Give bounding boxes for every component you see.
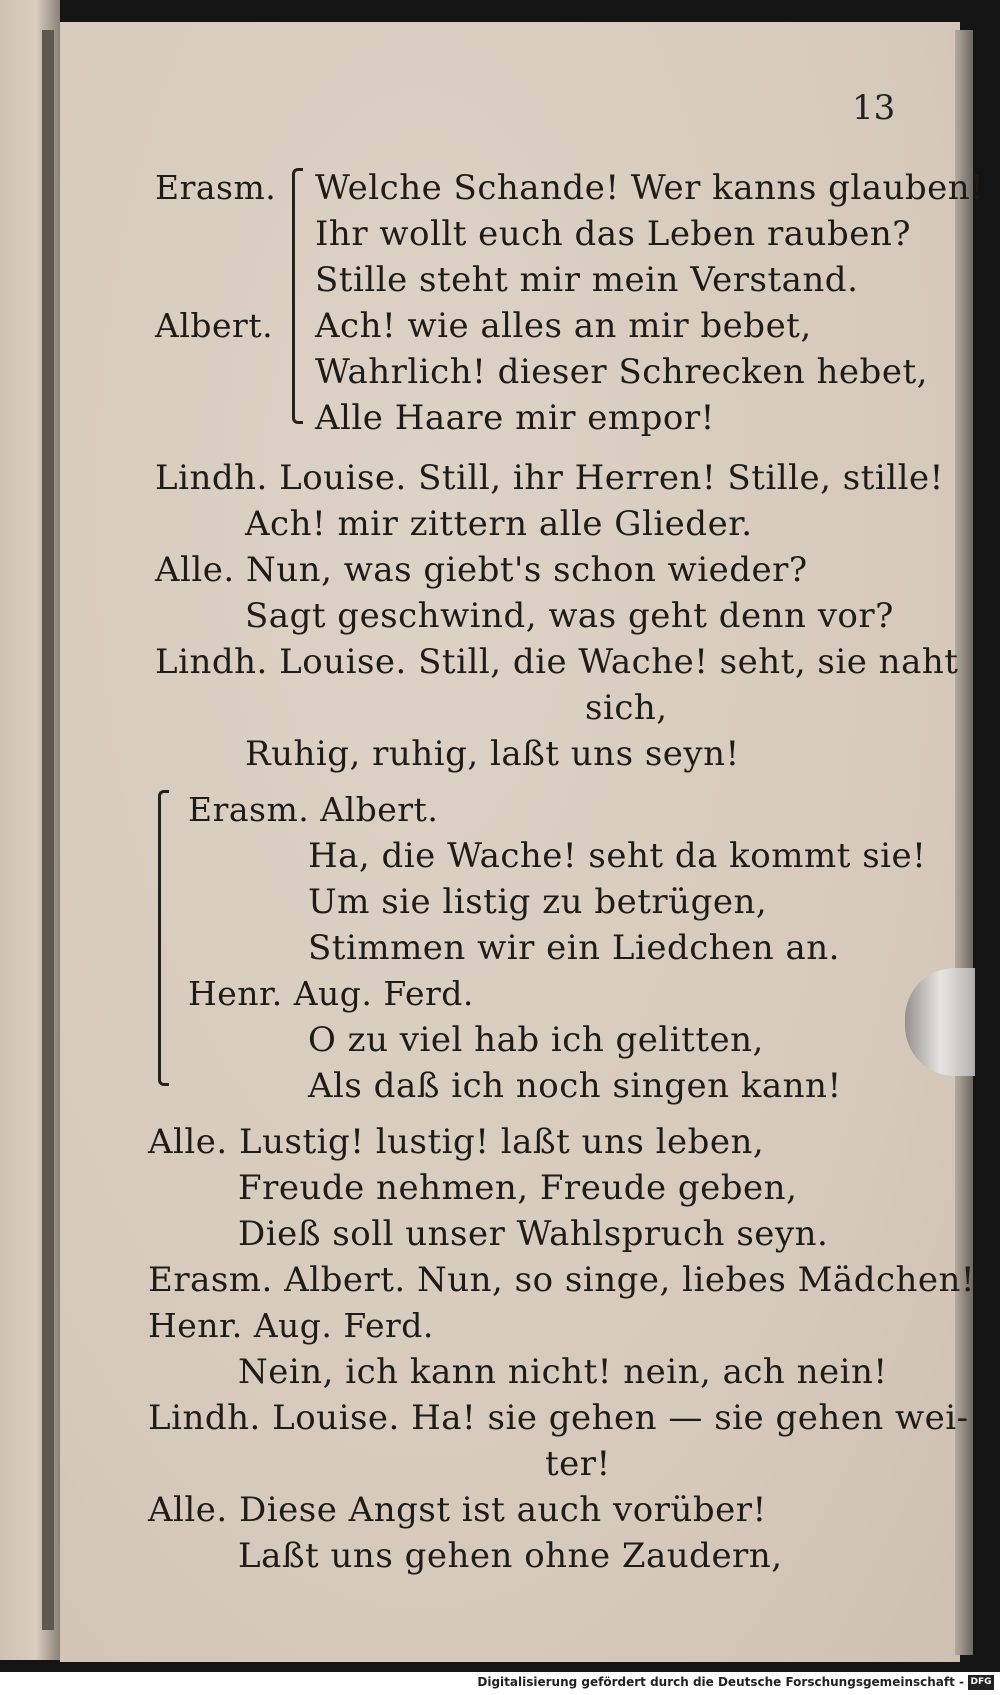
footer-bar (0, 1672, 1000, 1695)
text-line: Erasm. (155, 168, 277, 207)
text-line: O zu viel hab ich gelitten, (308, 1020, 764, 1060)
text-line: Albert. (155, 306, 274, 345)
text-line: Lindh. Louise. Still, die Wache! seht, sie naht (155, 642, 959, 682)
dfg-logo: DFG (968, 1675, 994, 1690)
text-line: Henr. Aug. Ferd. (148, 1306, 434, 1345)
text-line: ter! (545, 1444, 611, 1484)
text-line: Alle. Nun, was giebt's schon wieder? (155, 550, 808, 590)
text-line: Henr. Aug. Ferd. (188, 974, 474, 1013)
footer-credit: Digitalisierung gefördert durch die Deutsche Forschungsgemeinschaft - (477, 1675, 964, 1689)
brace-duet-1 (292, 168, 303, 424)
text-line: Alle. Diese Angst ist auch vorüber! (148, 1490, 767, 1530)
text-line: Ha, die Wache! seht da kommt sie! (308, 836, 927, 876)
brace-duet-2 (158, 790, 169, 1086)
text-line: Als daß ich noch singen kann! (308, 1066, 842, 1106)
text-line: Welche Schande! Wer kanns glauben! (315, 168, 985, 208)
text-line: Ach! mir zittern alle Glieder. (245, 504, 753, 544)
text-line: Freude nehmen, Freude geben, (238, 1168, 798, 1208)
text-line: Dieß soll unser Wahlspruch seyn. (238, 1214, 829, 1254)
text-line: Nein, ich kann nicht! nein, ach nein! (238, 1352, 888, 1392)
text-line: Alle. Lustig! lustig! laßt uns leben, (148, 1122, 765, 1162)
text-line: Um sie listig zu betrügen, (308, 882, 768, 922)
text-line: Laßt uns gehen ohne Zaudern, (238, 1536, 783, 1576)
text-line: Sagt geschwind, was geht denn vor? (245, 596, 894, 636)
text-line: Wahrlich! dieser Schrecken hebet, (315, 352, 928, 392)
text-line: Lindh. Louise. Still, ihr Herren! Stille, stille! (155, 458, 944, 498)
text-line: sich, (585, 688, 668, 728)
page-number: 13 (852, 88, 896, 128)
text-line: Erasm. Albert. Nun, so singe, liebes Mädchen! (148, 1260, 976, 1300)
text-line: Erasm. Albert. (188, 790, 439, 829)
text-line: Alle Haare mir empor! (315, 398, 715, 438)
text-line: Ruhig, ruhig, laßt uns seyn! (245, 734, 740, 774)
text-line: Ach! wie alles an mir bebet, (315, 306, 812, 346)
text-line: Stille steht mir mein Verstand. (315, 260, 859, 300)
book-spine-shadow (42, 30, 54, 1630)
text-line: Lindh. Louise. Ha! sie gehen — sie gehen wei- (148, 1398, 969, 1438)
text-line: Stimmen wir ein Liedchen an. (308, 928, 840, 968)
text-line: Ihr wollt euch das Leben rauben? (315, 214, 911, 254)
